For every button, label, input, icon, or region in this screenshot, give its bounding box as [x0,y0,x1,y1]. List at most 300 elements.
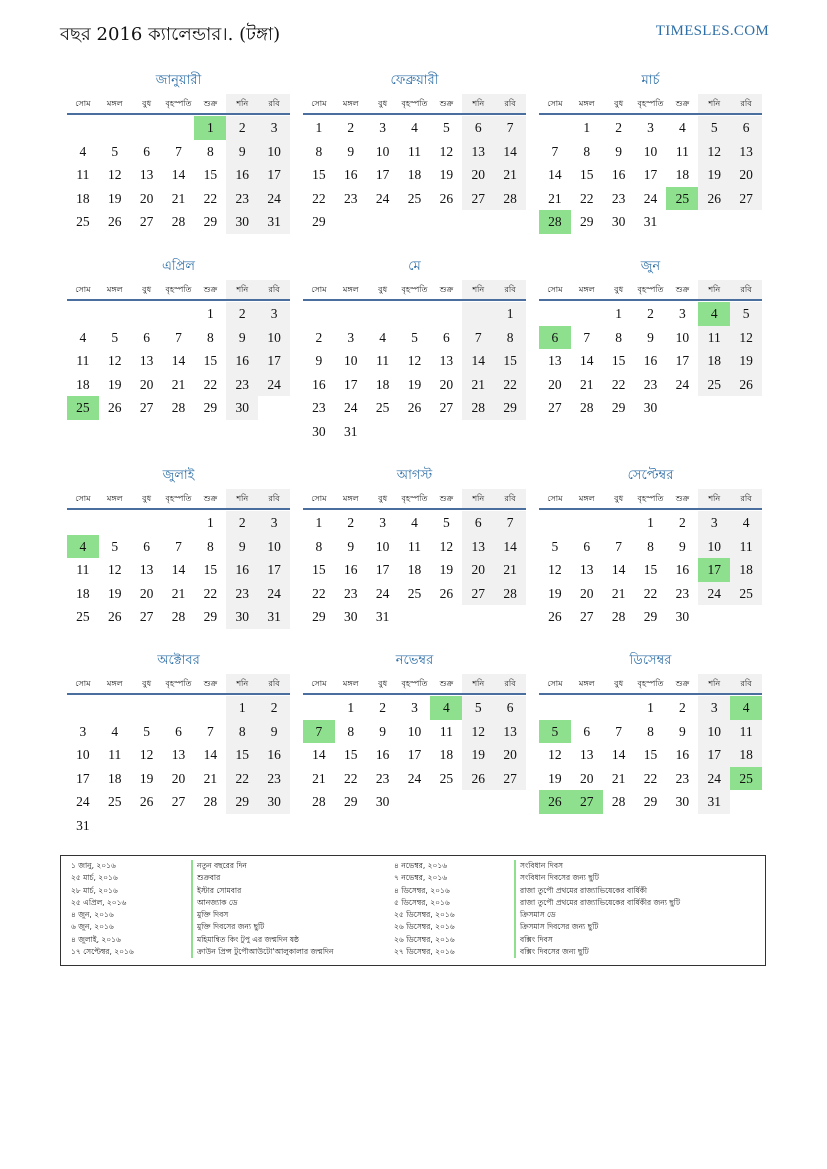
calendar-day[interactable]: 7 [206,723,214,739]
calendar-day[interactable]: 3 [258,511,290,535]
calendar-day[interactable]: 17 [375,167,390,182]
calendar-day[interactable]: 24 [344,400,358,415]
calendar-day[interactable]: 17 [375,562,390,577]
calendar-day[interactable]: 17 [258,163,290,187]
calendar-day[interactable]: 14 [462,349,494,373]
calendar-day[interactable]: 10 [675,329,690,345]
calendar-day[interactable]: 9 [379,723,387,739]
calendar-day[interactable]: 30 [611,214,626,229]
calendar-day[interactable]: 28 [203,794,218,809]
calendar-day[interactable]: 20 [730,163,762,187]
calendar-day[interactable]: 19 [698,163,730,187]
calendar-day[interactable]: 1 [206,306,214,321]
holiday-day[interactable]: 4 [730,696,762,720]
calendar-day[interactable]: 1 [647,700,654,715]
calendar-day[interactable]: 16 [226,558,258,582]
calendar-day[interactable]: 2 [315,329,323,345]
calendar-day[interactable]: 11 [76,562,90,577]
calendar-day[interactable]: 5 [698,116,730,140]
calendar-day[interactable]: 25 [76,214,90,229]
calendar-day[interactable]: 8 [583,143,591,159]
calendar-day[interactable]: 23 [375,770,390,786]
calendar-day[interactable]: 5 [442,120,450,135]
calendar-day[interactable]: 5 [730,302,762,326]
calendar-day[interactable]: 30 [344,609,358,624]
calendar-day[interactable]: 12 [139,747,154,762]
calendar-day[interactable]: 7 [494,116,526,140]
holiday-day[interactable]: 25 [666,187,698,211]
calendar-day[interactable]: 18 [730,558,762,582]
calendar-day[interactable]: 14 [548,167,562,182]
calendar-day[interactable]: 15 [203,353,218,368]
calendar-day[interactable]: 5 [462,696,494,720]
calendar-day[interactable]: 23 [226,582,258,606]
calendar-day[interactable]: 26 [139,794,154,809]
calendar-day[interactable]: 18 [407,167,422,182]
calendar-day[interactable]: 16 [226,349,258,373]
calendar-day[interactable]: 21 [611,585,626,601]
calendar-day[interactable]: 22 [344,770,358,786]
calendar-day[interactable]: 15 [580,167,594,182]
calendar-day[interactable]: 28 [462,396,494,420]
calendar-day[interactable]: 22 [203,585,218,601]
calendar-day[interactable]: 17 [344,376,358,392]
calendar-day[interactable]: 24 [258,187,290,211]
calendar-day[interactable]: 5 [111,538,119,554]
calendar-day[interactable]: 18 [108,770,122,786]
calendar-day[interactable]: 10 [344,353,358,368]
calendar-day[interactable]: 23 [675,585,690,601]
calendar-day[interactable]: 23 [344,190,358,206]
calendar-day[interactable]: 3 [647,120,654,135]
calendar-day[interactable]: 16 [643,353,658,368]
calendar-day[interactable]: 5 [111,143,119,159]
calendar-day[interactable]: 1 [315,120,323,135]
calendar-day[interactable]: 10 [698,535,730,559]
calendar-day[interactable]: 7 [462,326,494,350]
calendar-day[interactable]: 11 [408,143,421,159]
calendar-day[interactable]: 2 [226,511,258,535]
calendar-day[interactable]: 18 [407,562,422,577]
calendar-day[interactable]: 21 [548,190,562,206]
calendar-day[interactable]: 26 [439,190,454,206]
calendar-day[interactable]: 2 [347,515,355,530]
calendar-day[interactable]: 15 [643,562,658,577]
calendar-day[interactable]: 3 [411,700,418,715]
calendar-day[interactable]: 23 [226,187,258,211]
calendar-day[interactable]: 25 [375,400,390,415]
calendar-day[interactable]: 29 [643,609,658,624]
calendar-day[interactable]: 27 [730,187,762,211]
calendar-day[interactable]: 30 [226,396,258,420]
calendar-day[interactable]: 12 [698,140,730,164]
calendar-day[interactable]: 13 [139,167,154,182]
calendar-day[interactable]: 20 [494,743,526,767]
calendar-day[interactable]: 6 [143,143,151,159]
calendar-day[interactable]: 25 [76,609,90,624]
calendar-day[interactable]: 20 [580,585,594,601]
calendar-day[interactable]: 4 [411,515,418,530]
calendar-day[interactable]: 26 [548,609,562,624]
calendar-day[interactable]: 11 [675,143,689,159]
calendar-day[interactable]: 31 [344,423,358,439]
calendar-day[interactable]: 23 [643,376,658,392]
calendar-day[interactable]: 26 [108,214,122,229]
calendar-day[interactable]: 14 [611,562,626,577]
calendar-day[interactable]: 4 [111,723,119,739]
calendar-day[interactable]: 31 [76,817,90,833]
calendar-day[interactable]: 14 [312,747,326,762]
calendar-day[interactable]: 9 [347,538,355,554]
calendar-day[interactable]: 29 [494,396,526,420]
calendar-day[interactable]: 9 [226,326,258,350]
calendar-day[interactable]: 26 [108,609,122,624]
calendar-day[interactable]: 23 [226,373,258,397]
calendar-day[interactable]: 18 [675,167,690,182]
holiday-day[interactable]: 4 [67,535,99,559]
calendar-day[interactable]: 19 [108,376,122,392]
calendar-day[interactable]: 26 [730,373,762,397]
calendar-day[interactable]: 5 [411,329,418,345]
calendar-day[interactable]: 12 [108,562,122,577]
calendar-day[interactable]: 14 [611,747,626,762]
calendar-day[interactable]: 7 [615,723,623,739]
calendar-day[interactable]: 18 [730,743,762,767]
calendar-day[interactable]: 27 [494,767,526,791]
calendar-day[interactable]: 18 [698,349,730,373]
calendar-day[interactable]: 25 [407,190,422,206]
calendar-day[interactable]: 19 [730,349,762,373]
calendar-day[interactable]: 6 [494,696,526,720]
calendar-day[interactable]: 10 [258,326,290,350]
calendar-day[interactable]: 5 [442,515,450,530]
calendar-day[interactable]: 22 [643,770,658,786]
calendar-day[interactable]: 1 [315,515,323,530]
calendar-day[interactable]: 30 [226,605,258,629]
calendar-day[interactable]: 12 [730,326,762,350]
calendar-day[interactable]: 1 [583,120,591,135]
calendar-day[interactable]: 15 [344,747,358,762]
calendar-day[interactable]: 10 [258,140,290,164]
calendar-day[interactable]: 28 [171,214,186,229]
calendar-day[interactable]: 24 [698,582,730,606]
calendar-day[interactable]: 29 [580,214,594,229]
calendar-day[interactable]: 10 [375,143,390,159]
calendar-day[interactable]: 27 [171,794,186,809]
calendar-day[interactable]: 19 [439,167,454,182]
calendar-day[interactable]: 8 [647,538,654,554]
calendar-day[interactable]: 28 [611,609,626,624]
calendar-day[interactable]: 8 [226,720,258,744]
calendar-day[interactable]: 24 [698,767,730,791]
calendar-day[interactable]: 13 [462,535,494,559]
calendar-day[interactable]: 30 [258,790,290,814]
calendar-day[interactable]: 22 [611,376,626,392]
calendar-day[interactable]: 31 [258,210,290,234]
calendar-day[interactable]: 2 [347,120,355,135]
calendar-day[interactable]: 26 [698,187,730,211]
calendar-day[interactable]: 8 [206,538,214,554]
calendar-day[interactable]: 19 [139,770,154,786]
calendar-day[interactable]: 14 [203,747,218,762]
calendar-day[interactable]: 28 [312,794,326,809]
calendar-day[interactable]: 13 [730,140,762,164]
calendar-day[interactable]: 11 [76,167,90,182]
calendar-day[interactable]: 17 [698,743,730,767]
calendar-day[interactable]: 21 [203,770,218,786]
calendar-day[interactable]: 14 [494,535,526,559]
holiday-day[interactable]: 5 [539,720,571,744]
calendar-day[interactable]: 16 [344,167,358,182]
calendar-day[interactable]: 12 [108,167,122,182]
calendar-day[interactable]: 27 [139,214,154,229]
calendar-day[interactable]: 1 [206,515,214,530]
calendar-day[interactable]: 29 [312,609,326,624]
holiday-day[interactable]: 4 [698,302,730,326]
calendar-day[interactable]: 25 [698,373,730,397]
calendar-day[interactable]: 6 [143,538,151,554]
calendar-day[interactable]: 3 [79,723,87,739]
calendar-day[interactable]: 9 [226,535,258,559]
calendar-day[interactable]: 31 [258,605,290,629]
calendar-day[interactable]: 14 [171,167,186,182]
calendar-day[interactable]: 8 [206,329,214,345]
holiday-day[interactable]: 27 [571,790,603,814]
calendar-day[interactable]: 22 [312,190,326,206]
calendar-day[interactable]: 22 [312,585,326,601]
calendar-day[interactable]: 16 [375,747,390,762]
calendar-day[interactable]: 10 [643,143,658,159]
calendar-day[interactable]: 22 [643,585,658,601]
calendar-day[interactable]: 29 [643,794,658,809]
calendar-day[interactable]: 24 [407,770,422,786]
calendar-day[interactable]: 2 [678,515,686,530]
calendar-day[interactable]: 17 [76,770,90,786]
calendar-day[interactable]: 16 [675,747,690,762]
calendar-day[interactable]: 29 [203,214,218,229]
calendar-day[interactable]: 26 [407,400,422,415]
calendar-day[interactable]: 26 [108,400,122,415]
calendar-day[interactable]: 3 [347,329,355,345]
holiday-day[interactable]: 17 [698,558,730,582]
calendar-day[interactable]: 1 [615,306,623,321]
calendar-day[interactable]: 8 [315,538,323,554]
calendar-day[interactable]: 13 [462,140,494,164]
calendar-day[interactable]: 4 [678,120,686,135]
calendar-day[interactable]: 20 [139,585,154,601]
calendar-day[interactable]: 6 [583,723,591,739]
calendar-day[interactable]: 23 [344,585,358,601]
calendar-day[interactable]: 9 [678,538,686,554]
calendar-day[interactable]: 2 [379,700,387,715]
calendar-day[interactable]: 31 [375,609,390,624]
calendar-day[interactable]: 13 [139,353,154,368]
calendar-day[interactable]: 28 [171,609,186,624]
calendar-day[interactable]: 10 [375,538,390,554]
calendar-day[interactable]: 5 [551,538,559,554]
calendar-day[interactable]: 11 [76,353,90,368]
calendar-day[interactable]: 2 [226,302,258,326]
calendar-day[interactable]: 1 [347,700,355,715]
calendar-day[interactable]: 31 [643,214,658,229]
calendar-day[interactable]: 17 [258,558,290,582]
calendar-day[interactable]: 7 [175,143,182,159]
calendar-day[interactable]: 27 [439,400,454,415]
calendar-day[interactable]: 20 [462,163,494,187]
calendar-day[interactable]: 13 [494,720,526,744]
calendar-day[interactable]: 12 [108,353,122,368]
calendar-day[interactable]: 22 [203,190,218,206]
calendar-day[interactable]: 27 [580,609,594,624]
calendar-day[interactable]: 28 [580,400,594,415]
calendar-day[interactable]: 15 [611,353,626,368]
calendar-day[interactable]: 9 [226,140,258,164]
holiday-day[interactable]: 6 [539,326,571,350]
calendar-day[interactable]: 27 [462,582,494,606]
calendar-day[interactable]: 19 [439,562,454,577]
calendar-day[interactable]: 6 [462,511,494,535]
holiday-day[interactable]: 7 [303,720,335,744]
calendar-day[interactable]: 16 [675,562,690,577]
calendar-day[interactable]: 21 [171,585,186,601]
calendar-day[interactable]: 15 [226,743,258,767]
calendar-day[interactable]: 4 [79,143,87,159]
calendar-day[interactable]: 14 [171,353,186,368]
calendar-day[interactable]: 23 [258,767,290,791]
calendar-day[interactable]: 17 [258,349,290,373]
calendar-day[interactable]: 30 [675,609,690,624]
calendar-day[interactable]: 15 [494,349,526,373]
calendar-day[interactable]: 3 [379,120,387,135]
calendar-day[interactable]: 2 [615,120,623,135]
calendar-day[interactable]: 21 [611,770,626,786]
calendar-day[interactable]: 24 [76,794,90,809]
calendar-day[interactable]: 20 [439,376,454,392]
calendar-day[interactable]: 28 [611,794,626,809]
calendar-day[interactable]: 18 [76,376,90,392]
calendar-day[interactable]: 14 [580,353,594,368]
calendar-day[interactable]: 30 [643,400,658,415]
calendar-day[interactable]: 22 [580,190,594,206]
calendar-day[interactable]: 2 [258,696,290,720]
calendar-day[interactable]: 15 [643,747,658,762]
calendar-day[interactable]: 29 [344,794,358,809]
site-logo[interactable]: TIMESLES.COM [655,23,769,39]
calendar-day[interactable]: 19 [108,585,122,601]
calendar-day[interactable]: 7 [551,143,559,159]
calendar-day[interactable]: 24 [675,376,690,392]
calendar-day[interactable]: 12 [407,353,422,368]
calendar-day[interactable]: 10 [258,535,290,559]
calendar-day[interactable]: 16 [312,376,326,392]
calendar-day[interactable]: 28 [171,400,186,415]
calendar-day[interactable]: 25 [108,794,122,809]
calendar-day[interactable]: 4 [379,329,387,345]
holiday-day[interactable]: 25 [67,396,99,420]
calendar-day[interactable]: 31 [698,790,730,814]
calendar-day[interactable]: 15 [312,562,326,577]
calendar-day[interactable]: 22 [203,376,218,392]
calendar-day[interactable]: 11 [730,535,762,559]
calendar-day[interactable]: 5 [143,723,151,739]
calendar-day[interactable]: 6 [442,329,450,345]
calendar-day[interactable]: 18 [439,747,454,762]
calendar-day[interactable]: 1 [647,515,654,530]
calendar-day[interactable]: 6 [175,723,182,739]
calendar-day[interactable]: 15 [203,167,218,182]
calendar-day[interactable]: 15 [312,167,326,182]
calendar-day[interactable]: 26 [439,585,454,601]
calendar-day[interactable]: 9 [647,329,654,345]
calendar-day[interactable]: 24 [258,373,290,397]
holiday-day[interactable]: 1 [194,116,226,140]
calendar-day[interactable]: 30 [312,423,326,439]
calendar-day[interactable]: 14 [171,562,186,577]
calendar-day[interactable]: 8 [206,143,214,159]
calendar-day[interactable]: 20 [139,376,154,392]
calendar-day[interactable]: 18 [76,585,90,601]
calendar-day[interactable]: 9 [678,723,686,739]
calendar-day[interactable]: 13 [580,747,594,762]
calendar-day[interactable]: 19 [407,376,422,392]
calendar-day[interactable]: 17 [407,747,422,762]
calendar-day[interactable]: 6 [730,116,762,140]
calendar-day[interactable]: 12 [439,143,454,159]
calendar-day[interactable]: 8 [615,329,623,345]
calendar-day[interactable]: 10 [407,723,422,739]
calendar-day[interactable]: 12 [548,562,562,577]
calendar-day[interactable]: 17 [675,353,690,368]
calendar-day[interactable]: 8 [494,326,526,350]
calendar-day[interactable]: 13 [171,747,186,762]
calendar-day[interactable]: 1 [494,302,526,326]
calendar-day[interactable]: 11 [108,747,122,762]
holiday-day[interactable]: 28 [539,210,571,234]
calendar-day[interactable]: 9 [258,720,290,744]
calendar-day[interactable]: 20 [462,558,494,582]
calendar-day[interactable]: 29 [312,214,326,229]
calendar-day[interactable]: 11 [730,720,762,744]
calendar-day[interactable]: 27 [139,400,154,415]
calendar-day[interactable]: 7 [583,329,591,345]
calendar-day[interactable]: 19 [108,190,122,206]
calendar-day[interactable]: 30 [226,210,258,234]
calendar-day[interactable]: 25 [439,770,454,786]
calendar-day[interactable]: 16 [611,167,626,182]
calendar-day[interactable]: 6 [143,329,151,345]
calendar-day[interactable]: 7 [175,538,182,554]
calendar-day[interactable]: 2 [647,306,654,321]
calendar-day[interactable]: 12 [462,720,494,744]
calendar-day[interactable]: 11 [408,538,421,554]
calendar-day[interactable]: 2 [678,700,686,715]
calendar-day[interactable]: 4 [411,120,418,135]
calendar-day[interactable]: 24 [258,582,290,606]
calendar-day[interactable]: 3 [258,116,290,140]
calendar-day[interactable]: 5 [111,329,119,345]
calendar-day[interactable]: 11 [698,326,730,350]
calendar-day[interactable]: 16 [344,562,358,577]
calendar-day[interactable]: 16 [258,743,290,767]
calendar-day[interactable]: 21 [171,376,186,392]
calendar-day[interactable]: 3 [698,511,730,535]
calendar-day[interactable]: 8 [315,143,323,159]
calendar-day[interactable]: 10 [76,747,90,762]
calendar-day[interactable]: 27 [548,400,562,415]
calendar-day[interactable]: 21 [494,163,526,187]
calendar-day[interactable]: 11 [439,723,453,739]
calendar-day[interactable]: 19 [548,770,562,786]
